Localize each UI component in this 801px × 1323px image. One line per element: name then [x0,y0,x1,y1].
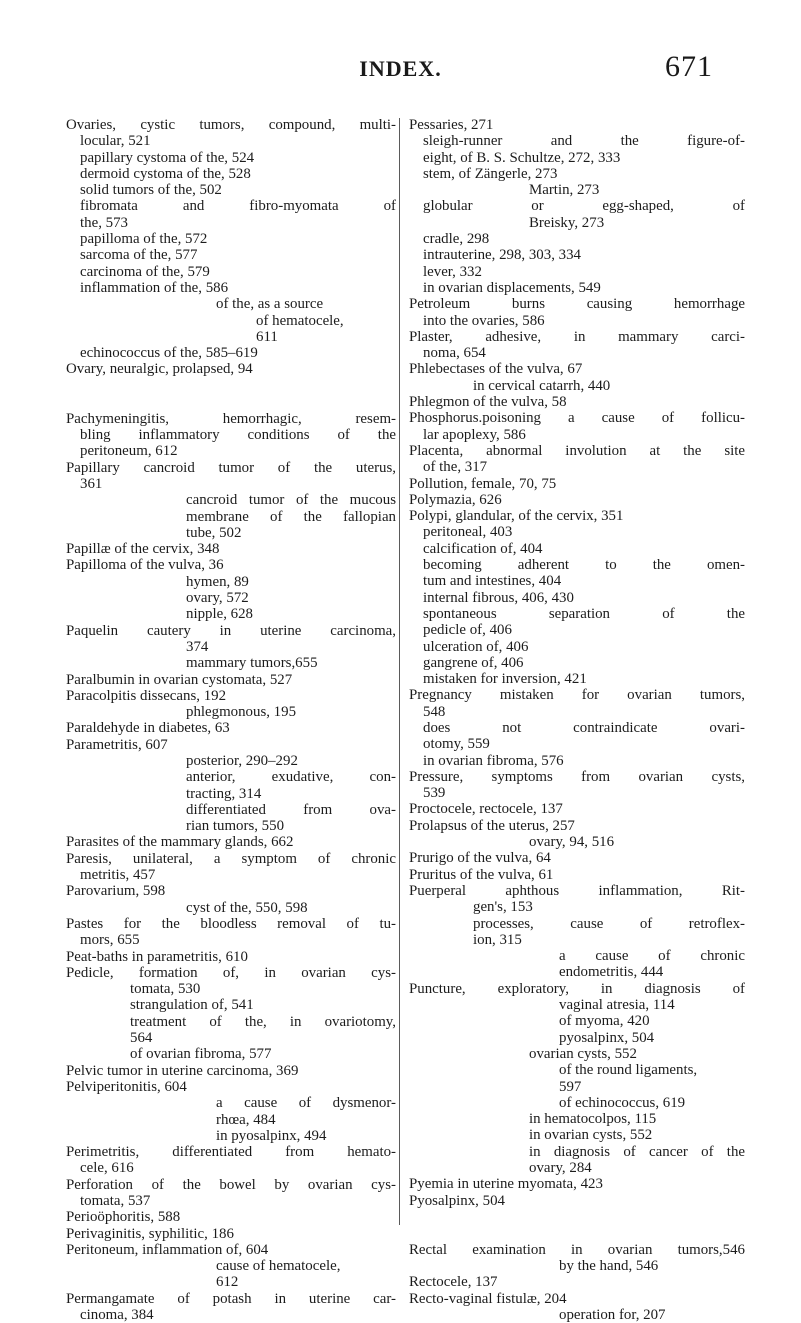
index-subentry: in diagnosis of cancer of the [529,1143,745,1160]
index-subentry: in pyosalpinx, 494 [216,1127,327,1144]
index-subentry: differentiated from ova- [186,801,396,818]
index-subentry: a cause of dysmenor- [216,1095,396,1112]
index-subentry: 597 [559,1078,582,1095]
index-entry-heading: Pastes for the bloodless removal of tu- [66,915,396,932]
section-gap [66,378,396,411]
index-subentry: pyosalpinx, 504 [559,1029,655,1046]
index-entry-heading: Proctocele, rectocele, 137 [409,801,563,818]
index-subentry: in ovarian cysts, 552 [529,1127,653,1144]
index-subentry: processes, cause of retroflex- [473,915,745,932]
index-subentry: ovary, 284 [529,1160,592,1176]
index-subentry: peritoneal, 403 [423,524,513,541]
index-subentry: of the, as a source [216,296,324,313]
index-entry-heading: Paquelin cautery in uterine carcinoma, [66,622,396,639]
index-entry-heading: Polypi, glandular, of the cervix, 351 [409,508,624,525]
index-entry-heading: Prurigo of the vulva, 64 [409,850,551,867]
index-entry-heading: Puerperal aphthous inflammation, Rit- [409,882,745,899]
index-subentry: lar apoplexy, 586 [423,426,526,443]
index-subentry: ovary, 94, 516 [529,834,615,851]
index-entry-heading: Parovarium, 598 [66,883,166,900]
index-subentry: locular, 521 [80,133,151,150]
index-subentry: Martin, 273 [529,182,600,199]
index-subentry: globular or egg-shaped, of [423,198,745,215]
index-subentry: phlegmonous, 195 [186,704,297,721]
index-subentry: a cause of chronic [559,948,745,965]
index-entry-heading: Pelviperitonitis, 604 [66,1078,187,1095]
index-subentry: ovarian cysts, 552 [529,1045,637,1062]
index-subentry: gangrene of, 406 [423,654,524,671]
index-entry-heading: Papillary cancroid tumor of the uterus, [66,459,396,476]
index-subentry: 374 [186,638,209,655]
index-subentry: tracting, 314 [186,785,262,802]
index-subentry: by the hand, 546 [559,1258,659,1275]
index-subentry: spontaneous separation of the [423,605,745,622]
index-subentry: 539 [423,785,446,802]
index-subentry: rhœa, 484 [216,1111,276,1128]
index-entry-heading: Pyosalpinx, 504 [409,1192,505,1209]
index-entry-heading: Perioöphoritis, 588 [66,1209,181,1226]
index-subentry: cause of hematocele, [216,1258,341,1275]
page-header [0,50,801,96]
index-entry-heading: Pessaries, 271 [409,117,494,133]
index-subentry: tube, 502 [186,524,242,541]
index-entry-heading: Ovaries, cystic tumors, compound, multi- [66,117,396,133]
index-entry-heading: Ovary, neuralgic, prolapsed, 94 [66,361,253,378]
index-subentry: 612 [216,1274,239,1291]
index-subentry: lever, 332 [423,263,482,280]
index-entry-heading: Pachymeningitis, hemorrhagic, resem- [66,410,396,427]
index-subentry: of ovarian fibroma, 577 [130,1046,272,1063]
index-subentry: cyst of the, 550, 598 [186,899,308,916]
index-subentry: in ovarian displacements, 549 [423,279,601,296]
index-subentry: into the ovaries, 586 [423,312,545,329]
index-entry-heading: Papilloma of the vulva, 36 [66,557,224,574]
index-entry-heading: Pollution, female, 70, 75 [409,475,557,492]
index-entry-heading: Petroleum burns causing hemorrhage [409,296,745,313]
index-entry-heading: Paralbumin in ovarian cystomata, 527 [66,671,293,688]
index-subentry: intrauterine, 298, 303, 334 [423,247,581,264]
index-subentry: sarcoma of the, 577 [80,247,198,264]
index-subentry: tomata, 530 [130,981,201,998]
index-entry-heading: Pregnancy mistaken for ovarian tumors, [409,687,745,704]
index-subentry: membrane of the fallopian [186,508,396,525]
index-subentry: hymen, 89 [186,573,249,590]
index-subentry: noma, 654 [423,345,486,362]
index-subentry: internal fibrous, 406, 430 [423,589,574,606]
index-subentry: in hematocolpos, 115 [529,1111,657,1128]
index-subentry: in ovarian fibroma, 576 [423,752,564,769]
index-subentry: otomy, 559 [423,736,490,753]
index-entry-heading: Permangamate of potash in uterine car- [66,1290,396,1307]
index-subentry: the, 573 [80,214,128,231]
index-subentry: pedicle of, 406 [423,622,512,639]
index-column-right [409,117,745,1323]
index-entry-heading: Polymazia, 626 [409,491,502,508]
index-subentry: eight, of B. S. Schultze, 272, 333 [423,149,621,166]
index-subentry: tomata, 537 [80,1193,151,1209]
index-subentry: carcinoma of the, 579 [80,263,210,280]
index-entry-heading: Perivaginitis, syphilitic, 186 [66,1225,234,1242]
index-entry-heading: Pyemia in uterine myomata, 423 [409,1176,603,1193]
running-title: INDEX. [359,56,442,81]
index-subentry: cele, 616 [80,1160,134,1177]
index-subentry: of the, 317 [423,459,488,476]
index-entry-heading: Peat-baths in parametritis, 610 [66,948,248,965]
index-subentry: of echinococcus, 619 [559,1094,686,1111]
index-subentry: posterior, 290–292 [186,752,298,769]
index-subentry: mammary tumors,655 [186,655,318,672]
column-divider [399,118,400,1225]
index-subentry: mors, 655 [80,932,140,949]
index-subentry: mistaken for inversion, 421 [423,671,587,688]
index-subentry: cinoma, 384 [80,1307,154,1323]
index-subentry: does not contraindicate ovari- [423,719,745,736]
index-subentry: of myoma, 420 [559,1013,650,1030]
index-column-left [66,117,396,1323]
index-entry-heading: Papillæ of the cervix, 348 [66,541,220,558]
index-subentry: papilloma of the, 572 [80,231,208,248]
index-subentry: stem, of Zängerle, 273 [423,165,558,182]
index-subentry: inflammation of the, 586 [80,279,229,296]
index-subentry: ovary, 572 [186,590,249,607]
index-entry-heading: Parasites of the mammary glands, 662 [66,834,294,851]
index-subentry: in cervical catarrh, 440 [473,377,611,394]
index-entry-heading: Pressure, symptoms from ovarian cysts, [409,768,745,785]
index-subentry: ulceration of, 406 [423,638,529,655]
index-subentry: calcification of, 404 [423,540,543,557]
index-entry-heading: Rectal examination in ovarian tumors,546 [409,1241,745,1258]
index-subentry: 611 [256,328,278,345]
index-entry-heading: Peritoneum, inflammation of, 604 [66,1241,269,1258]
index-subentry: peritoneum, 612 [80,443,178,460]
index-entry-heading: Placenta, abnormal involution at the site [409,442,745,459]
index-subentry: vaginal atresia, 114 [559,997,675,1014]
index-subentry: anterior, exudative, con- [186,769,396,786]
index-entry-heading: Plaster, adhesive, in mammary carci- [409,328,745,345]
index-entry-heading: Phlebectases of the vulva, 67 [409,361,583,378]
index-subentry: tum and intestines, 404 [423,573,562,590]
index-subentry: 564 [130,1030,153,1047]
index-subentry: sleigh-runner and the figure-of- [423,133,745,150]
index-subentry: treatment of the, in ovariotomy, [130,1013,396,1030]
index-entry-heading: Pelvic tumor in uterine carcinoma, 369 [66,1062,299,1079]
index-subentry: of hematocele, [256,312,344,329]
index-subentry: cancroid tumor of the mucous [186,492,396,509]
index-subentry: cradle, 298 [423,231,490,248]
index-subentry: metritis, 457 [80,867,156,884]
index-subentry: 361 [80,475,103,492]
index-entry-heading: Parametritis, 607 [66,736,168,753]
index-subentry: operation for, 207 [559,1307,666,1323]
index-subentry: Breisky, 273 [529,214,605,231]
page-number: 671 [665,50,713,83]
index-subentry: strangulation of, 541 [130,997,254,1014]
index-subentry: endometritis, 444 [559,964,664,981]
index-entry-heading: Phlegmon of the vulva, 58 [409,394,567,411]
index-entry-heading: Recto-vaginal fistulæ, 204 [409,1290,567,1307]
index-subentry: fibromata and fibro-myomata of [80,198,396,215]
index-subentry: solid tumors of the, 502 [80,182,222,199]
index-entry-heading: Perforation of the bowel by ovarian cys- [66,1176,396,1193]
index-entry-heading: Paraldehyde in diabetes, 63 [66,720,230,737]
index-subentry: dermoid cystoma of the, 528 [80,165,251,182]
index-entry-heading: Paracolpitis dissecans, 192 [66,687,227,704]
section-gap [409,1209,745,1242]
index-subentry: becoming adherent to the omen- [423,557,745,574]
index-entry-heading: Rectocele, 137 [409,1274,498,1291]
index-entry-heading: Puncture, exploratory, in diagnosis of [409,980,745,997]
index-entry-heading: Perimetritis, differentiated from hemato- [66,1144,396,1161]
index-subentry: papillary cystoma of the, 524 [80,149,255,166]
index-subentry: bling inflammatory conditions of the [80,427,396,444]
index-subentry: nipple, 628 [186,606,254,623]
index-subentry: echinococcus of the, 585–619 [80,345,258,362]
index-subentry: of the round ligaments, [559,1062,698,1079]
index-entry-heading: Phosphorus.poisoning a cause of follicu- [409,410,745,427]
index-entry-heading: Pedicle, formation of, in ovarian cys- [66,964,396,981]
index-entry-heading: Pruritus of the vulva, 61 [409,866,554,883]
index-subentry: gen's, 153 [473,899,533,916]
index-subentry: 548 [423,703,446,720]
index-subentry: ion, 315 [473,931,522,948]
index-subentry: rian tumors, 550 [186,818,285,835]
index-entry-heading: Prolapsus of the uterus, 257 [409,817,575,834]
index-entry-heading: Paresis, unilateral, a symptom of chronic [66,850,396,867]
